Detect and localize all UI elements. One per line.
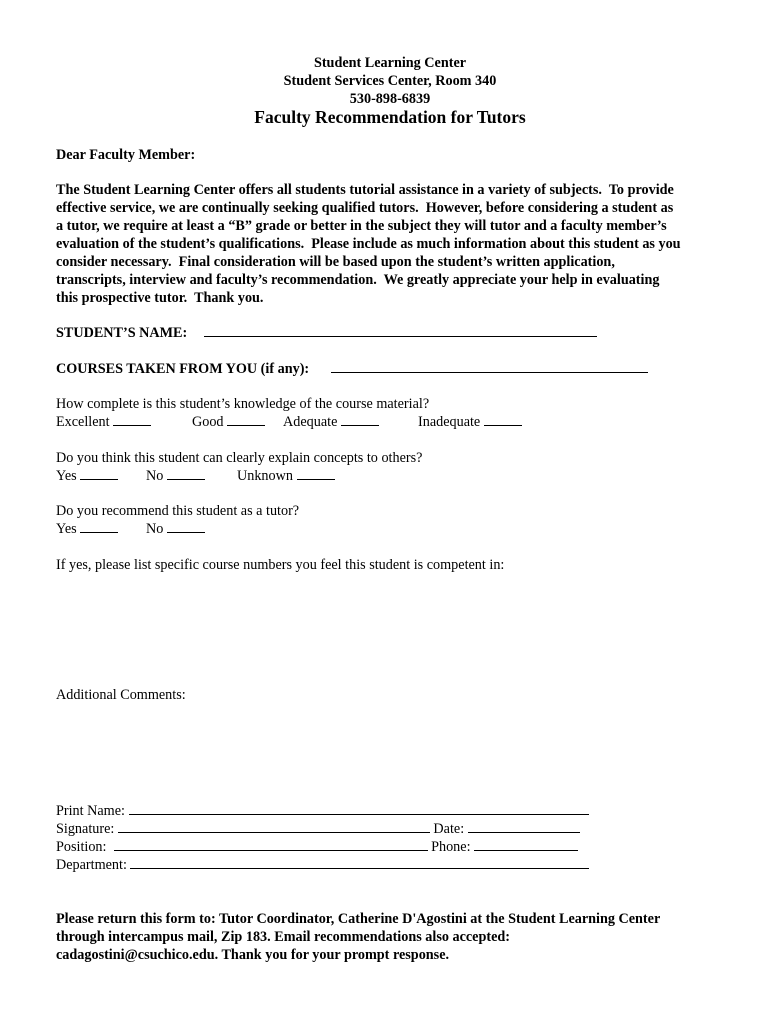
page-title: Faculty Recommendation for Tutors [254,107,526,127]
student-name-field[interactable] [204,324,597,342]
option-no[interactable] [146,467,205,485]
signature-row[interactable] [56,820,580,838]
question-explain: Do you think this student can clearly explain concepts to others? [56,450,423,466]
header-address: Student Services Center, Room 340 [283,73,497,89]
option-label: Unknown [237,468,293,484]
intro-line: consider necessary. Final consideration will be based upon the student’s written application, [56,254,615,270]
option-yes[interactable] [56,467,118,485]
signature-label: Signature: [56,821,115,837]
header-org: Student Learning Center [313,55,467,71]
footer-line: cadagostini@csuchico.edu. Thank you for your prompt response. [56,947,450,963]
intro-line: this prospective tutor. Thank you. [56,290,264,306]
course-numbers-prompt: If yes, please list specific course numbers you feel this student is competent in: [56,557,505,573]
intro-line: a tutor, we require at least a “B” grade or better in the subject they will tutor and a faculty member’s [56,218,667,234]
option-label: Yes [56,468,77,484]
option-label: Inadequate [418,414,481,430]
question-knowledge: How complete is this student’s knowledge of the course material? [56,396,430,412]
courses-field[interactable] [331,360,648,378]
option-excellent[interactable] [56,413,151,431]
option-label: Adequate [283,414,338,430]
print-name-row[interactable] [56,802,589,820]
department-label: Department: [56,857,127,873]
phone-label: Phone: [431,839,471,855]
department-field[interactable] [130,856,589,869]
header-phone: 530-898-6839 [349,91,431,107]
position-field[interactable] [114,838,428,851]
comments-area[interactable] [56,708,716,798]
option-good[interactable] [192,413,265,431]
option-yes[interactable] [56,520,118,538]
position-row[interactable] [56,838,578,856]
option-unknown[interactable] [237,467,335,485]
option-label: Excellent [56,414,110,430]
option-label: No [146,468,164,484]
intro-line: transcripts, interview and faculty’s recommendation. We greatly appreciate your help in evaluating [56,272,660,288]
comments-label: Additional Comments: [56,687,186,703]
date-label: Date: [433,821,465,837]
question-recommend: Do you recommend this student as a tutor? [56,503,300,519]
option-adequate[interactable] [283,413,379,431]
intro-line: evaluation of the student’s qualifications. Please include as much information about this student as you [56,236,681,252]
signature-field[interactable] [118,820,430,833]
option-label: Good [192,414,224,430]
date-field[interactable] [468,820,580,833]
course-numbers-area[interactable] [56,578,716,678]
phone-field[interactable] [474,838,578,851]
option-inadequate[interactable] [418,413,522,431]
salutation: Dear Faculty Member: [56,147,196,163]
department-row[interactable] [56,856,589,874]
print-name-label: Print Name: [56,803,125,819]
courses-label: COURSES TAKEN FROM YOU (if any): [56,361,310,377]
footer-line: through intercampus mail, Zip 183. Email recommendations also accepted: [56,929,510,945]
position-label: Position: [56,839,107,855]
option-label: No [146,521,164,537]
intro-line: effective service, we are continually seeking qualified tutors. However, before considering a student as [56,200,674,216]
student-name-label: STUDENT’S NAME: [56,325,188,341]
option-no[interactable] [146,520,205,538]
footer-line: Please return this form to: Tutor Coordinator, Catherine D'Agostini at the Student Learning Center [56,911,661,927]
print-name-field[interactable] [129,802,589,815]
intro-line: The Student Learning Center offers all students tutorial assistance in a variety of subjects. To provide [56,182,674,198]
option-label: Yes [56,521,77,537]
